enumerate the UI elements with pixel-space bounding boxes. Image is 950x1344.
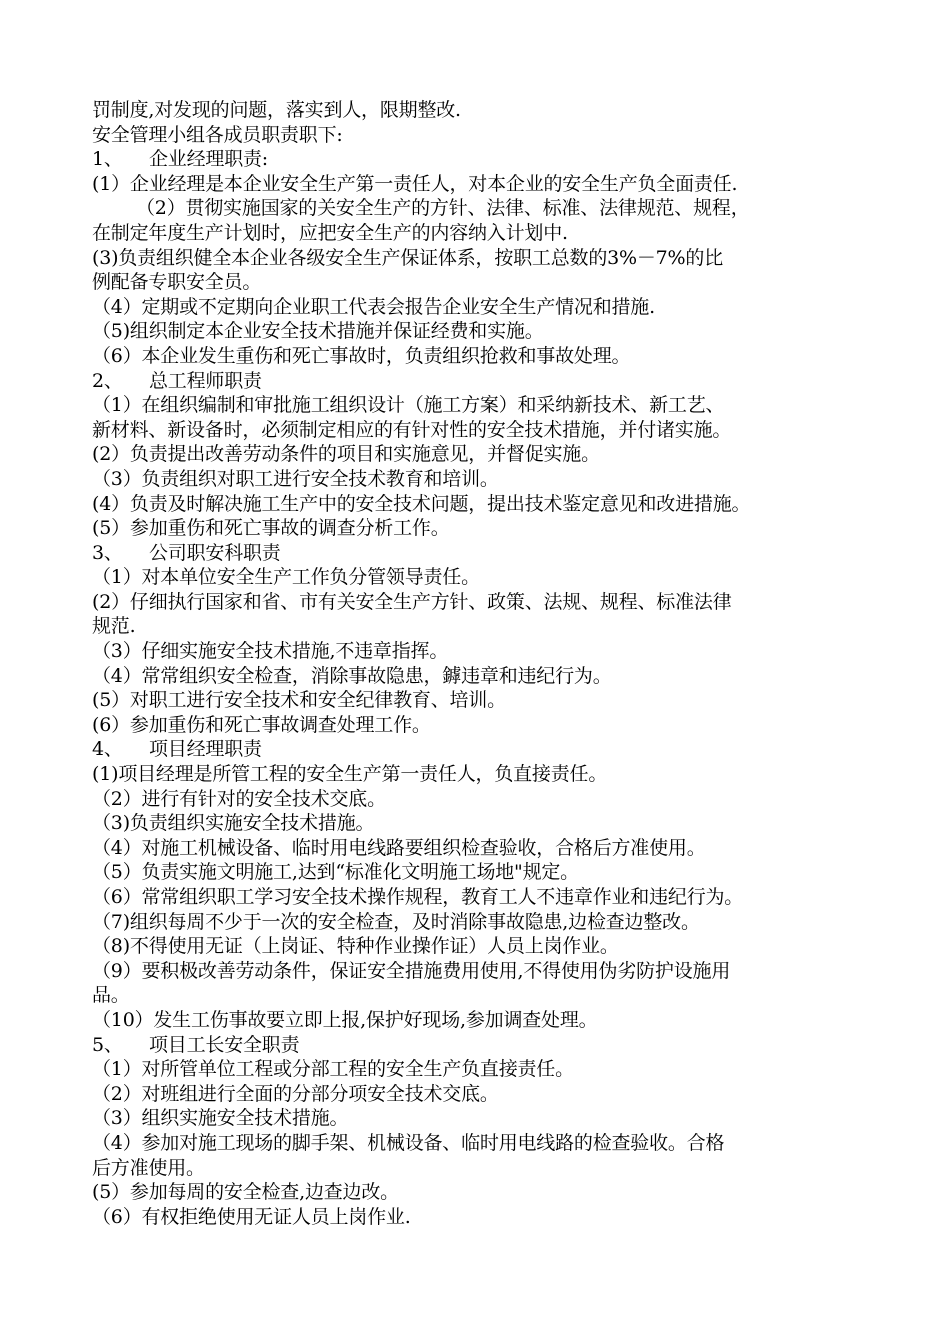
text-line: （1）对所管单位工程或分部工程的安全生产负直接责任。 (92, 1058, 574, 1081)
text-line: （2）进行有针对的安全技术交底。 (92, 787, 386, 810)
text-line: 罚制度,对发现的问题，落实到人，限期整改. (92, 99, 461, 121)
text-line: (5）参加重伤和死亡事故的调查分析工作。 (92, 517, 450, 540)
section-number: 2、 (92, 369, 123, 392)
text-line: (6）参加重伤和死亡事故调查处理工作。 (92, 713, 431, 736)
text-line: （6）本企业发生重伤和死亡事故时，负责组织抢救和事故处理。 (92, 344, 631, 367)
text-line: 在制定年度生产计划时，应把安全生产的内容纳入计划中. (92, 221, 568, 244)
section-heading (92, 737, 872, 762)
text-line: （4）对施工机械设备、临时用电线路要组织检查验收，合格后方准使用。 (92, 836, 706, 859)
text-line: （9）要积极改善劳动条件，保证安全措施费用使用,不得使用伪劣防护设施用 (92, 959, 731, 982)
text-line: （2）对班组进行全面的分部分项安全技术交底。 (92, 1082, 499, 1105)
section-title: 总工程师职责 (149, 369, 262, 392)
text-line: （3）组织实施安全技术措施。 (92, 1107, 349, 1130)
document-page (92, 98, 872, 1229)
section-number: 3、 (92, 541, 123, 564)
text-line: （8)不得使用无证（上岗证、特种作业操作证）人员上岗作业。 (92, 935, 619, 958)
text-line: 规范. (92, 615, 136, 638)
text-line: （7)组织每周不少于一次的安全检查，及时消除事故隐患,边检查边整改。 (92, 910, 700, 933)
text-line: （1）在组织编制和审批施工组织设计（施工方案）和采纳新技术、新工艺、 (92, 394, 725, 417)
section-heading (92, 147, 872, 172)
text-line: （10）发生工伤事故要立即上报,保护好现场,参加调查处理。 (92, 1008, 598, 1031)
section-number: 1、 (92, 148, 123, 171)
text-line: （2）贯彻实施国家的关安全生产的方针、法律、标准、法律规范、规程， (136, 197, 750, 220)
text-line: (2）仔细执行国家和省、市有关安全生产方针、政策、法规、规程、标准法律 (92, 590, 732, 613)
section-heading (92, 541, 872, 566)
text-line: 安全管理小组各成员职责职下: (92, 123, 343, 146)
text-line: 例配备专职安全员。 (92, 271, 262, 294)
text-line: (1)项目经理是所管工程的安全生产第一责任人，负直接责任。 (92, 763, 608, 786)
section-number: 5、 (92, 1033, 123, 1056)
text-line: (3)负责组织健全本企业各级安全生产保证体系，按职工总数的3%－7%的比 (92, 246, 723, 269)
text-line: （4）定期或不定期向企业职工代表会报告企业安全生产情况和措施. (92, 295, 655, 318)
text-line: （5)组织制定本企业安全技术措施并保证经费和实施。 (92, 320, 544, 343)
text-line: （4）参加对施工现场的脚手架、机械设备、临时用电线路的检查验收。合格 (92, 1131, 725, 1154)
text-line: (1）企业经理是本企业安全生产第一责任人，对本企业的安全生产负全面责任. (92, 172, 738, 195)
text-line: 新材料、新设备时，必须制定相应的有针对性的安全技术措施，并付诸实施。 (92, 418, 732, 441)
section-title: 公司职安科职责 (149, 541, 281, 564)
text-line: (5）对职工进行安全技术和安全纪律教育、培训。 (92, 689, 506, 712)
text-line: (2）负责提出改善劳动条件的项目和实施意见，并督促实施。 (92, 443, 600, 466)
text-line: （6）常常组织职工学习安全技术操作规程，教育工人不违章作业和违纪行为。 (92, 886, 744, 908)
text-line: （3)负责组织实施安全技术措施。 (92, 812, 375, 835)
section-heading (92, 1033, 872, 1058)
text-line: （3）负责组织对职工进行安全技术教育和培训。 (92, 467, 499, 490)
text-line: （3）仔细实施安全技术措施,不违章指挥。 (92, 640, 449, 663)
section-title: 企业经理职责: (149, 148, 269, 171)
section-heading (92, 369, 872, 394)
text-line: (4）负责及时解决施工生产中的安全技术问题，提出技术鉴定意见和改进措施。 (92, 492, 751, 515)
text-line: （6）有权拒绝使用无证人员上岗作业. (92, 1205, 411, 1228)
text-line: （1）对本单位安全生产工作负分管领导责任。 (92, 566, 480, 589)
text-line: 后方准使用。 (92, 1156, 205, 1179)
section-title: 项目工长安全职责 (149, 1033, 300, 1056)
text-line: 品。 (92, 984, 130, 1007)
section-title: 项目经理职责 (149, 738, 262, 761)
text-line: （5）负责实施文明施工,达到“标准化文明施工场地"规定。 (92, 861, 579, 884)
section-number: 4、 (92, 738, 123, 761)
text-line: （4）常常组织安全检查，消除事故隐患，鏬违章和违纪行为。 (92, 664, 612, 687)
text-line: (5）参加每周的安全检查,边查边改。 (92, 1181, 399, 1204)
